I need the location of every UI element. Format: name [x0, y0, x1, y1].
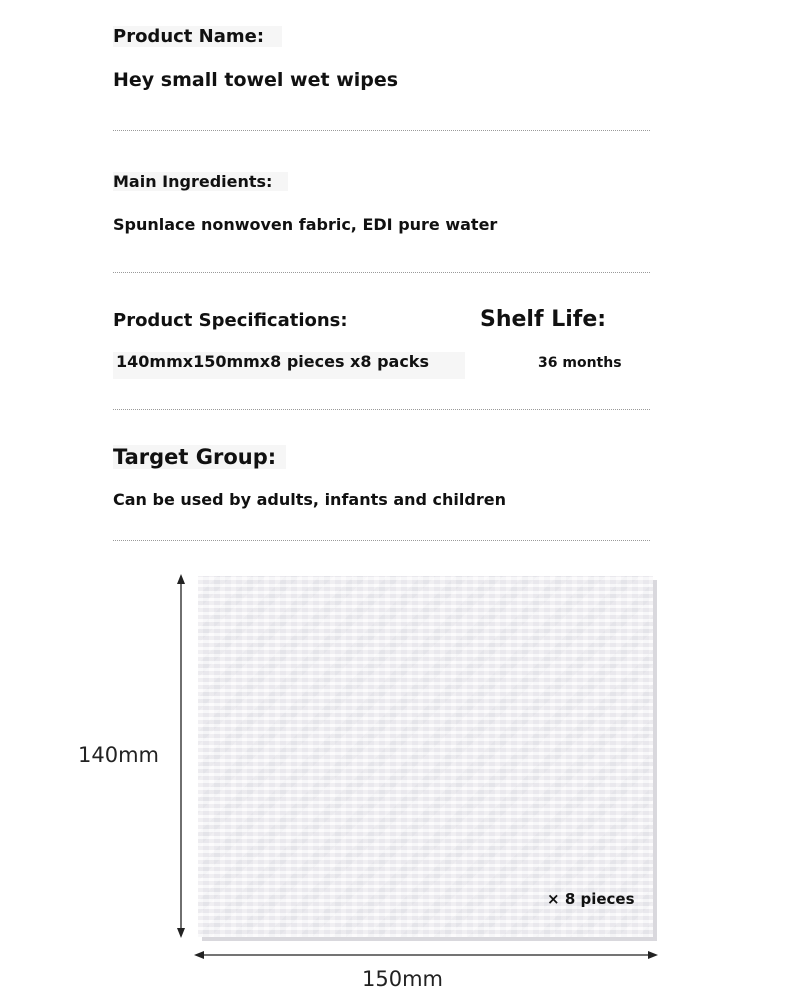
height-arrow-up	[177, 574, 185, 584]
target-group-label: Target Group:	[113, 445, 286, 469]
specifications-value: 140mmx150mmx8 pieces x8 packs	[113, 352, 465, 379]
product-name-label: Product Name:	[113, 26, 282, 47]
multiply-icon: ×	[547, 890, 560, 908]
width-arrow-right	[648, 951, 658, 959]
target-group-value: Can be used by adults, infants and children	[113, 490, 506, 509]
height-arrow-down	[177, 928, 185, 938]
piece-count-label: 8 pieces	[564, 890, 635, 908]
shelf-life-value: 36 months	[538, 355, 622, 371]
width-label: 150mm	[362, 967, 443, 991]
height-label: 140mm	[78, 743, 159, 767]
ingredients-value: Spunlace nonwoven fabric, EDI pure water	[113, 215, 498, 234]
piece-count	[547, 890, 635, 908]
ingredients-label: Main Ingredients:	[113, 172, 288, 191]
shelf-life-label: Shelf Life:	[480, 307, 607, 332]
width-arrow-left	[194, 951, 204, 959]
specifications-label: Product Specifications:	[113, 310, 348, 331]
product-name-value: Hey small towel wet wipes	[113, 69, 399, 91]
